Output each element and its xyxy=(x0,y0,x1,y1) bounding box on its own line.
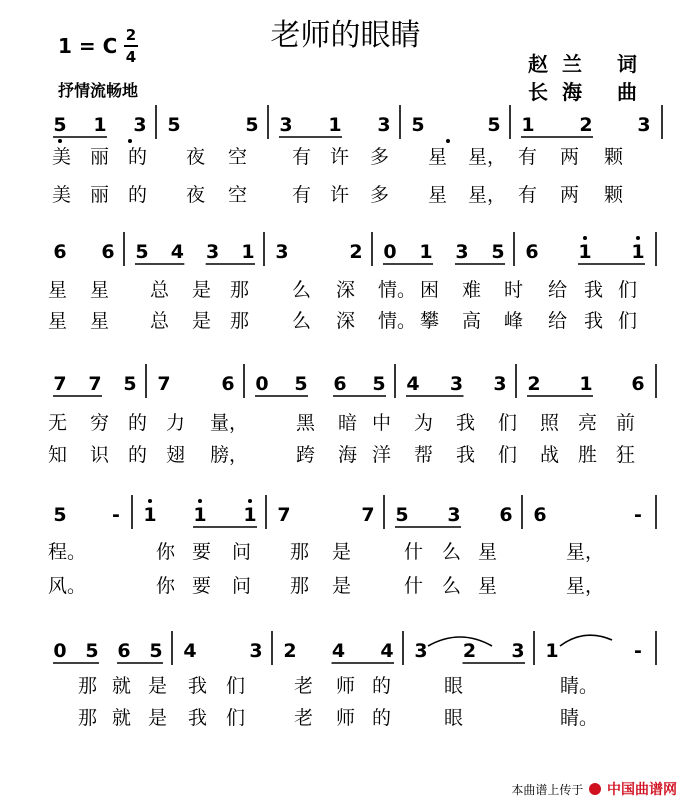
lyric-char: 许 xyxy=(330,184,350,206)
lyrics-lines xyxy=(48,541,604,597)
lyric-char: 我 xyxy=(456,444,476,466)
note: 5 xyxy=(491,241,505,263)
lyric-char: 眼 xyxy=(444,675,464,697)
note: 3 xyxy=(133,114,147,136)
note: 1 xyxy=(578,241,592,263)
lyric-char: 力 xyxy=(166,412,186,434)
note: 6 xyxy=(499,504,513,526)
note: 3 xyxy=(493,373,507,395)
lyric-char: 就 xyxy=(112,675,132,697)
lyric-char: 我 xyxy=(584,310,604,332)
lyric-char: 睛。 xyxy=(560,707,599,729)
note: 3 xyxy=(449,373,464,395)
notes-line xyxy=(53,236,645,264)
lyric-char: 美 xyxy=(52,146,72,168)
score-row xyxy=(48,495,656,597)
lyric-char: 无 xyxy=(48,412,68,434)
lyric-char: 前 xyxy=(616,412,636,434)
note: 6 xyxy=(525,241,539,263)
lyric-char: 攀 xyxy=(420,310,440,332)
lyric-char: 星 xyxy=(428,146,448,168)
notes-line xyxy=(53,114,651,137)
lyric-char: 风。 xyxy=(48,575,87,597)
score-row xyxy=(48,364,656,466)
lyric-char: 多 xyxy=(370,184,390,206)
note: - xyxy=(634,504,642,526)
lyric-char: 总 xyxy=(150,279,170,301)
lyric-char: 亮 xyxy=(578,412,598,434)
score-row xyxy=(52,105,662,206)
lyric-char: 困 xyxy=(420,279,440,301)
octave-dot xyxy=(248,499,252,503)
lyric-char: 跨 xyxy=(296,444,316,466)
lyric-char: 的 xyxy=(128,412,148,434)
lyric-char: 们 xyxy=(498,412,518,434)
note: 1 xyxy=(579,373,593,395)
lyric-char: 问 xyxy=(232,541,252,563)
lyric-char: 星 xyxy=(48,310,68,332)
note: 3 xyxy=(511,640,525,662)
lyric-char: 星， xyxy=(566,575,605,597)
note: 1 xyxy=(631,241,645,263)
lyric-char: 两 xyxy=(560,146,580,168)
tie-arc xyxy=(560,635,612,646)
note: - xyxy=(112,504,120,526)
lyric-char: 我 xyxy=(456,412,476,434)
note: 7 xyxy=(277,504,291,526)
lyric-char: 你 xyxy=(156,541,176,563)
lyric-char: 那 xyxy=(230,310,250,332)
lyric-char: 那 xyxy=(78,707,98,729)
note: 7 xyxy=(157,373,171,395)
lyric-char: 是 xyxy=(332,541,352,563)
lyric-char: 总 xyxy=(150,310,170,332)
note: 1 xyxy=(328,114,342,136)
lyric-char: 老 xyxy=(294,707,314,729)
note: 3 xyxy=(279,114,293,136)
note: 7 xyxy=(88,373,102,395)
octave-dot xyxy=(198,499,202,503)
note: 6 xyxy=(631,373,645,395)
lyric-char: 量， xyxy=(210,412,249,434)
lyric-char: 你 xyxy=(156,575,176,597)
lyric-char: 的 xyxy=(128,184,148,206)
time-signature-bottom: 4 xyxy=(125,48,137,66)
notes-line xyxy=(53,640,642,663)
lyric-char: 穷 xyxy=(90,412,110,434)
note: 4 xyxy=(170,241,184,263)
note: 5 xyxy=(167,114,181,136)
lyric-char: 翅 xyxy=(166,444,186,466)
lyric-char: 给 xyxy=(548,310,568,332)
lyric-char: 星 xyxy=(90,310,110,332)
note: 3 xyxy=(414,640,428,662)
note: 6 xyxy=(53,241,67,263)
note: 4 xyxy=(380,640,394,662)
lyric-char: 许 xyxy=(330,146,350,168)
note: 2 xyxy=(349,241,363,263)
note: 5 xyxy=(372,373,386,395)
lyric-char: 么 xyxy=(442,575,462,597)
lyric-char: 高 xyxy=(462,310,482,332)
note: 7 xyxy=(361,504,375,526)
lyric-char: 要 xyxy=(192,575,212,597)
lyric-char: 的 xyxy=(372,707,392,729)
lyric-char: 星 xyxy=(478,575,498,597)
lyric-char: 有 xyxy=(292,146,312,168)
composer-credit: 长海 曲 xyxy=(528,80,651,104)
note: 5 xyxy=(53,114,67,136)
note: 5 xyxy=(245,114,259,136)
note: 2 xyxy=(579,114,593,136)
lyricist-credit: 赵兰 词 xyxy=(528,52,651,76)
score-row xyxy=(53,631,656,729)
lyric-char: 什 xyxy=(404,575,424,597)
lyric-char: 眼 xyxy=(444,707,464,729)
lyric-char: 海 xyxy=(338,444,358,466)
lyric-char: 美 xyxy=(52,184,72,206)
lyric-char: 战 xyxy=(540,444,560,466)
lyric-char: 们 xyxy=(618,310,638,332)
lyrics-lines xyxy=(78,675,598,729)
note: 6 xyxy=(117,640,131,662)
site-logo-icon xyxy=(589,783,601,795)
lyric-char: 黑 xyxy=(296,412,316,434)
lyric-char: 狂 xyxy=(616,444,636,466)
lyric-char: 么 xyxy=(292,310,312,332)
note: 3 xyxy=(206,241,220,263)
lyric-char: 么 xyxy=(442,541,462,563)
lyric-char: 是 xyxy=(332,575,352,597)
lyrics-lines xyxy=(48,279,637,332)
notes-line xyxy=(53,499,642,527)
score-row xyxy=(48,232,656,332)
note: 6 xyxy=(333,373,347,395)
lyric-char: 们 xyxy=(498,444,518,466)
low-octave-dot xyxy=(128,139,132,143)
lyric-char: 有 xyxy=(518,146,538,168)
lyric-char: 时 xyxy=(504,279,524,301)
note: 1 xyxy=(419,241,433,263)
lyric-char: 的 xyxy=(128,444,148,466)
note: 5 xyxy=(395,504,409,526)
note: 0 xyxy=(255,373,269,395)
lyric-char: 要 xyxy=(192,541,212,563)
lyric-char: 丽 xyxy=(90,184,110,206)
note: 3 xyxy=(377,114,391,136)
lyric-char: 师 xyxy=(336,675,356,697)
note: 4 xyxy=(183,640,197,662)
lyric-char: 峰 xyxy=(504,310,524,332)
lyric-char: 问 xyxy=(232,575,252,597)
note: 3 xyxy=(637,114,651,136)
lyric-char: 师 xyxy=(336,707,356,729)
lyric-char: 识 xyxy=(90,444,110,466)
lyric-char: 给 xyxy=(548,279,568,301)
note: 2 xyxy=(283,640,297,662)
footer-site-name[interactable]: 中国曲谱网 xyxy=(607,782,677,798)
lyric-char: 老 xyxy=(294,675,314,697)
lyric-char: 我 xyxy=(188,675,208,697)
lyric-char: 是 xyxy=(192,310,212,332)
lyric-char: 我 xyxy=(584,279,604,301)
note: - xyxy=(634,640,642,662)
footer-prefix: 本曲谱上传于 xyxy=(511,783,584,797)
note: 1 xyxy=(93,114,107,136)
note: 5 xyxy=(85,640,99,662)
lyric-char: 星 xyxy=(48,279,68,301)
lyric-char: 空 xyxy=(228,184,248,206)
lyric-char: 的 xyxy=(372,675,392,697)
note: 5 xyxy=(294,373,308,395)
song-title: 老师的眼睛 xyxy=(270,18,421,53)
lyric-char: 我 xyxy=(188,707,208,729)
lyric-char: 知 xyxy=(48,444,68,466)
lyric-char: 是 xyxy=(192,279,212,301)
lyric-char: 那 xyxy=(290,575,310,597)
octave-dot xyxy=(636,236,640,240)
note: 1 xyxy=(243,504,257,526)
lyric-char: 情。 xyxy=(378,310,417,332)
lyric-char: 难 xyxy=(462,279,482,301)
time-signature-top: 2 xyxy=(125,26,137,44)
lyric-char: 深 xyxy=(336,279,356,301)
lyric-char: 什 xyxy=(404,541,424,563)
lyric-char: 有 xyxy=(292,184,312,206)
note: 6 xyxy=(101,241,115,263)
note: 1 xyxy=(143,504,157,526)
note: 3 xyxy=(447,504,461,526)
low-octave-dot xyxy=(58,139,62,143)
note: 7 xyxy=(53,373,67,395)
note: 1 xyxy=(545,640,559,662)
lyric-char: 膀， xyxy=(210,444,249,466)
lyric-char: 多 xyxy=(370,146,390,168)
lyric-char: 星 xyxy=(90,279,110,301)
key-signature: 1 = C xyxy=(58,34,118,58)
lyric-char: 中 xyxy=(372,412,392,434)
note: 4 xyxy=(331,640,346,662)
lyric-char: 星 xyxy=(478,541,498,563)
lyric-char: 么 xyxy=(292,279,312,301)
lyric-char: 情。 xyxy=(378,279,417,301)
note: 5 xyxy=(149,640,163,662)
lyric-char: 是 xyxy=(148,707,168,729)
lyric-char: 洋 xyxy=(372,444,392,466)
note: 1 xyxy=(241,241,255,263)
lyric-char: 们 xyxy=(226,675,246,697)
note: 1 xyxy=(193,504,207,526)
note: 6 xyxy=(533,504,547,526)
note: 2 xyxy=(462,640,477,662)
lyric-char: 是 xyxy=(148,675,168,697)
lyric-char: 程。 xyxy=(48,541,87,563)
note: 0 xyxy=(383,241,397,263)
note: 5 xyxy=(411,114,425,136)
lyric-char: 为 xyxy=(414,412,434,434)
lyric-char: 星， xyxy=(566,541,605,563)
lyric-char: 胜 xyxy=(578,444,598,466)
lyric-char: 颗 xyxy=(604,184,624,206)
note: 0 xyxy=(53,640,67,662)
lyrics-lines xyxy=(52,146,624,206)
lyric-char: 两 xyxy=(560,184,580,206)
lyric-char: 有 xyxy=(518,184,538,206)
lyric-char: 帮 xyxy=(414,444,434,466)
lyric-char: 星， xyxy=(468,146,507,168)
tempo-marking: 抒情流畅地 xyxy=(58,81,139,100)
slur-arc xyxy=(428,637,492,646)
octave-dot xyxy=(583,236,587,240)
lyric-char: 深 xyxy=(336,310,356,332)
lyric-char: 丽 xyxy=(90,146,110,168)
lyric-char: 的 xyxy=(128,146,148,168)
low-octave-dot xyxy=(446,139,450,143)
lyric-char: 星 xyxy=(428,184,448,206)
note: 4 xyxy=(406,373,420,395)
note: 6 xyxy=(221,373,235,395)
lyric-char: 夜 xyxy=(186,184,206,206)
note: 3 xyxy=(455,241,469,263)
lyric-char: 那 xyxy=(78,675,98,697)
lyrics-lines xyxy=(48,412,635,466)
lyric-char: 们 xyxy=(226,707,246,729)
note: 1 xyxy=(521,114,535,136)
note: 5 xyxy=(53,504,67,526)
notes-line xyxy=(53,373,645,396)
lyric-char: 们 xyxy=(618,279,638,301)
lyric-char: 星， xyxy=(468,184,507,206)
lyric-char: 暗 xyxy=(338,412,358,434)
octave-dot xyxy=(148,499,152,503)
note: 5 xyxy=(123,373,137,395)
note: 3 xyxy=(275,241,289,263)
lyric-char: 那 xyxy=(290,541,310,563)
lyric-char: 就 xyxy=(112,707,132,729)
note: 5 xyxy=(487,114,501,136)
lyric-char: 照 xyxy=(540,412,560,434)
lyric-char: 那 xyxy=(230,279,250,301)
lyric-char: 夜 xyxy=(186,146,206,168)
lyric-char: 空 xyxy=(228,146,248,168)
note: 2 xyxy=(527,373,541,395)
footer xyxy=(511,779,677,799)
lyric-char: 睛。 xyxy=(560,675,599,697)
lyric-char: 颗 xyxy=(604,146,624,168)
note: 3 xyxy=(249,640,263,662)
note: 5 xyxy=(135,241,149,263)
